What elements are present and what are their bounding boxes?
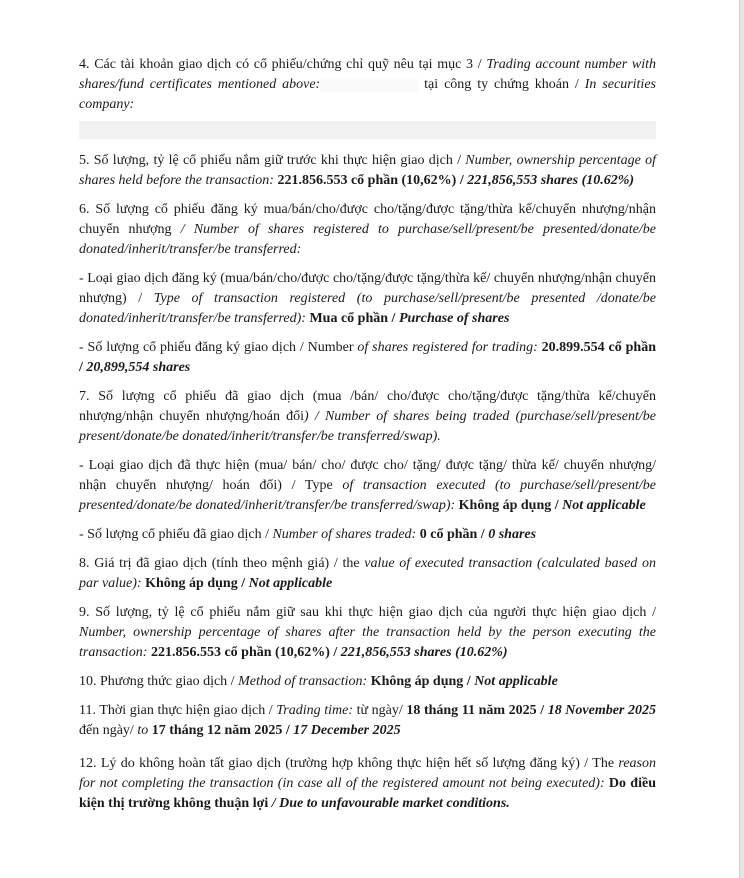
- item-6-vi: 6. Số lượng cổ phiếu đăng ký mua/bán/cho/được cho/tặng/được tặng/thừa kế/chuyển nhượng/nhận chuyển nhượng: [79, 202, 656, 237]
- item-7: [79, 387, 656, 447]
- item-5-value-en: 221,856,553 shares (10.62%): [467, 173, 635, 188]
- item-6a-vi: - Loại giao dịch đăng ký (mua/bán/cho/được cho/tặng/được tặng/thừa kế/ chuyển nhượng/nhận chuyển nhượng) /: [79, 271, 656, 306]
- item-11-vi: 11. Thời gian thực hiện giao dịch /: [79, 703, 277, 718]
- item-7b-en: Number of shares traded:: [272, 527, 420, 542]
- item-7b-vi: - Số lượng cổ phiếu đã giao dịch /: [79, 527, 273, 542]
- item-11-end-vi: 17 tháng 12 năm 2025 /: [151, 723, 294, 738]
- item-7a-value-en: Not applicable: [562, 498, 646, 513]
- item-7b-value-en: 0 shares: [488, 527, 537, 542]
- item-9-en: Number, ownership percentage of shares after the transaction held by the person executing the transaction:: [79, 625, 656, 660]
- item-6b-en: of shares registered for trading:: [357, 340, 542, 355]
- item-8-en: value of executed transaction (calculated based on par value):: [79, 556, 656, 591]
- item-6-en: / Number of shares registered to purchase/sell/present/be presented/donate/be donated/inherit/transfer/be transferred:: [79, 222, 656, 257]
- item-8-vi: 8. Giá trị đã giao dịch (tính theo mệnh giá) / the: [79, 556, 365, 571]
- item-5-vi: 5. Số lượng, tỷ lệ cổ phiếu nắm giữ trước khi thực hiện giao dịch /: [79, 153, 466, 168]
- item-9: [79, 603, 656, 663]
- item-8: [79, 554, 656, 594]
- item-7b-value-vi: 0 cổ phần /: [419, 527, 489, 542]
- item-7a-value-vi: Không áp dụng /: [458, 498, 563, 513]
- item-6a-value-en: Purchase of shares: [398, 311, 510, 326]
- item-9-value-vi: 221.856.553 cổ phần (10,62%) /: [150, 645, 341, 660]
- document-page: [79, 55, 656, 814]
- item-11-to-vi: đến ngày/: [79, 723, 138, 738]
- item-11-from-vi: từ ngày/: [356, 703, 407, 718]
- item-10-value-en: Not applicable: [474, 674, 558, 689]
- item-12: [79, 754, 656, 814]
- item-7-vi: 7. Số lượng cổ phiếu đã giao dịch (mua /bán/ cho/được cho/tặng/được tặng/thừa kế/chuyển nhượng/nhận chuyển nhượng/hoán đổi: [79, 389, 656, 424]
- item-6a-en: Type of transaction registered (to purchase/sell/present/be presented /donate/be donated/inherit/transfer/be transferred):: [79, 291, 656, 326]
- item-6b-value-vi: 20.899.554 cổ phần /: [79, 340, 656, 375]
- item-10: [79, 672, 656, 692]
- item-7a: [79, 456, 656, 516]
- item-5-en: Number, ownership percentage of shares held before the transaction:: [79, 153, 656, 188]
- item-8-value-en: Not applicable: [248, 576, 333, 591]
- item-9-vi: 9. Số lượng, tỷ lệ cổ phiếu nắm giữ sau khi thực hiện giao dịch của người thực hiện giao dịch /: [79, 605, 656, 620]
- item-6b-vi: - Số lượng cổ phiếu đăng ký giao dịch / Number: [79, 340, 358, 355]
- item-4-vi: 4. Các tài khoản giao dịch có cổ phiếu/chứng chỉ quỹ nêu tại mục 3 /: [79, 57, 487, 72]
- item-4-mid: tại công ty chứng khoán /: [418, 77, 585, 92]
- item-11-start-en: 18 November 2025: [547, 703, 656, 718]
- item-11-to-en: to: [137, 723, 152, 738]
- securities-company-blank: [79, 121, 656, 139]
- item-4-en2: In securities company:: [79, 77, 656, 112]
- item-6a-value-vi: Mua cổ phần /: [309, 311, 399, 326]
- item-12-vi: 12. Lý do không hoàn tất giao dịch (trường hợp không thực hiện hết số lượng đăng ký) / The: [79, 756, 619, 771]
- item-8-value-vi: Không áp dụng /: [145, 576, 249, 591]
- item-7b: [79, 525, 656, 545]
- item-6b: [79, 338, 656, 378]
- item-11-start-vi: 18 tháng 11 năm 2025 /: [406, 703, 548, 718]
- item-5: [79, 151, 656, 191]
- account-number-blank: [320, 78, 418, 92]
- item-11-end-en: 17 December 2025: [293, 723, 401, 738]
- item-11: [79, 701, 656, 741]
- item-12-value-en: / Due to unfavourable market conditions.: [271, 796, 510, 811]
- item-6b-value-en: 20,899,554 shares: [86, 360, 191, 375]
- item-11-en: Trading time:: [276, 703, 357, 718]
- item-4: [79, 55, 656, 139]
- item-7-en: ) / Number of shares being traded (purchase/sell/present/be present/donate/be donated/inherit/transfer/be transferred/swap).: [79, 409, 657, 444]
- item-6a: [79, 269, 656, 329]
- item-9-value-en: 221,856,553 shares (10.62%): [340, 645, 508, 660]
- item-7a-en: of transaction executed (to purchase/sell/present/be presented/donate/be donated/inherit/transfer/be transferred/swap):: [79, 478, 656, 513]
- item-5-value-vi: 221.856.553 cổ phần (10,62%) /: [277, 173, 468, 188]
- item-12-value-vi: Do điều kiện thị trường không thuận lợi: [79, 776, 656, 811]
- item-10-value-vi: Không áp dụng /: [370, 674, 475, 689]
- page-edge: [739, 0, 744, 878]
- item-12-en: reason for not completing the transaction (in case all of the registered amount not being executed):: [79, 756, 656, 791]
- item-10-vi: 10. Phương thức giao dịch /: [79, 674, 239, 689]
- item-10-en: Method of transaction:: [238, 674, 371, 689]
- item-6: [79, 200, 656, 260]
- item-7a-vi: - Loại giao dịch đã thực hiện (mua/ bán/ cho/ được cho/ tặng/ được tặng/ thừa kế/ chuyển nhượng/ nhận chuyển nhượng/ hoán đổi) / Type: [79, 458, 656, 493]
- item-4-en: Trading account number with shares/fund certificates mentioned above:: [79, 57, 656, 92]
